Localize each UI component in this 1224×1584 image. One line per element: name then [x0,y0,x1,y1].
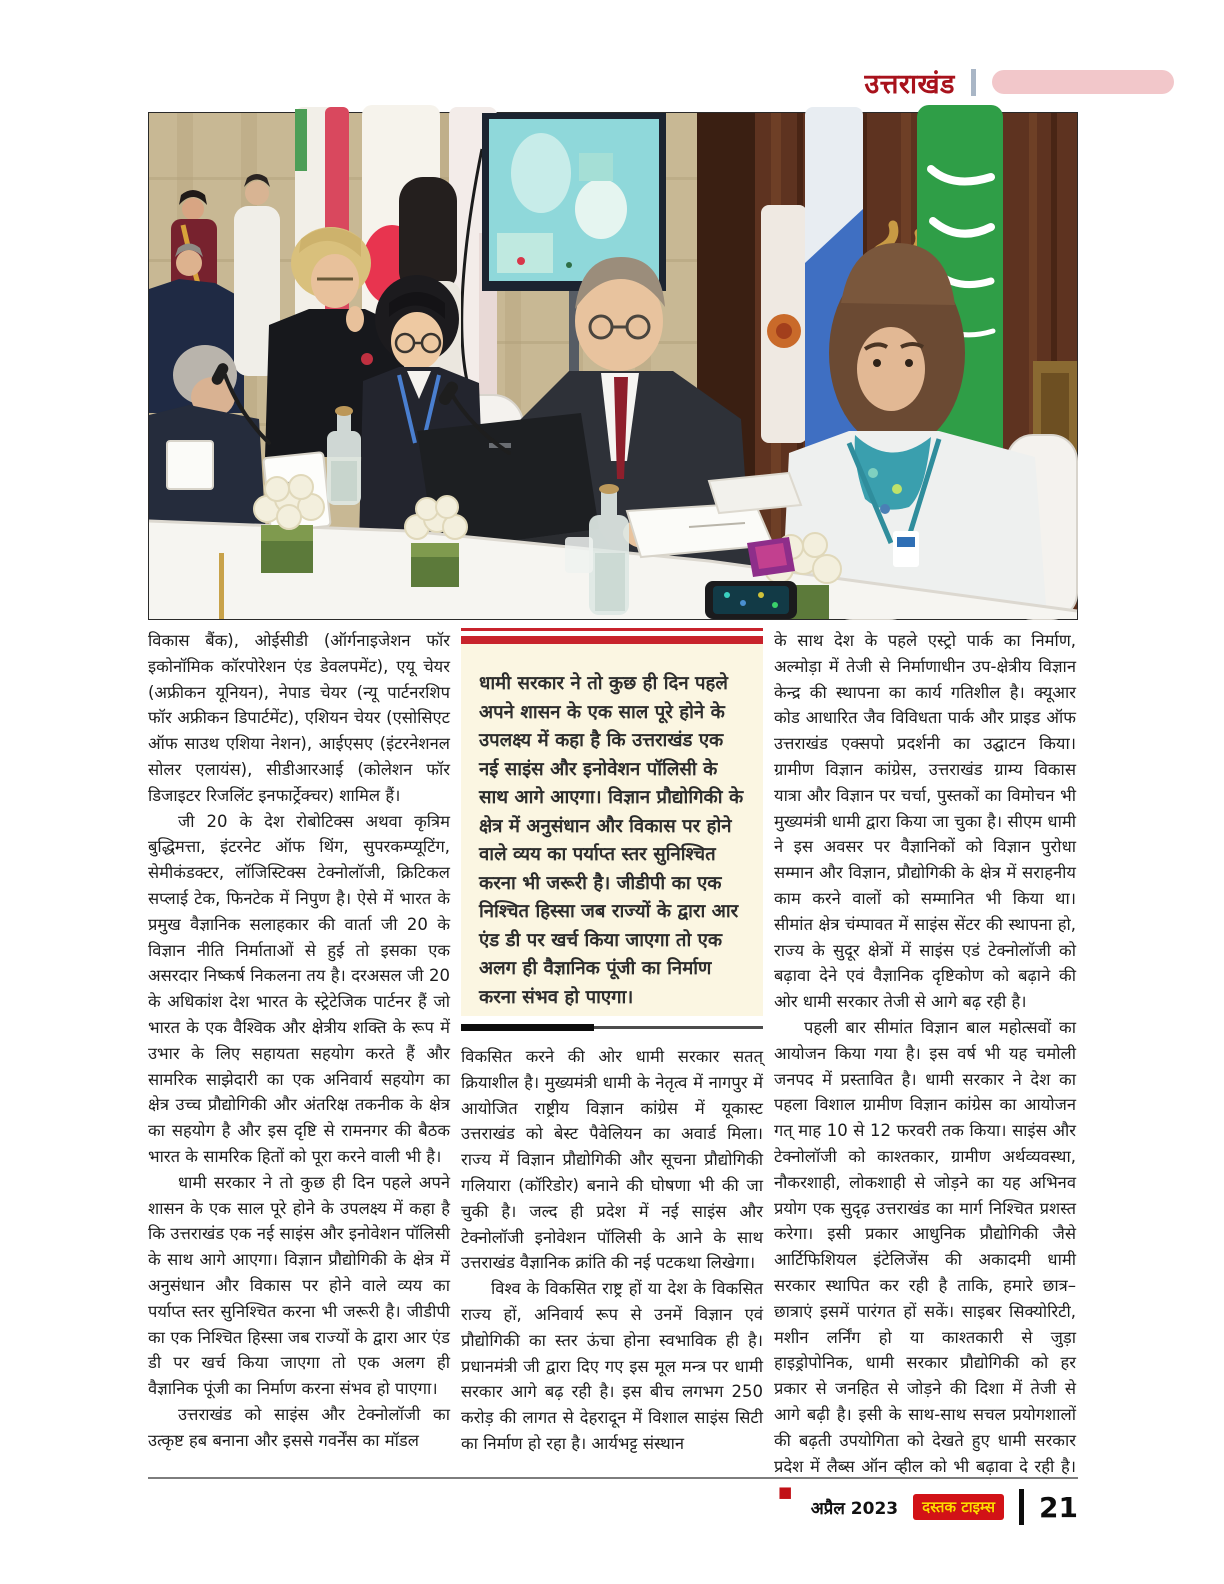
article-body [148,628,1078,1502]
magazine-logo-badge: दस्तक टाइम्स [913,1494,1004,1520]
paragraph: विश्व के विकसित राष्ट्र हों या देश के विकसित राज्य हों, अनिवार्य रूप से उनमें विज्ञान एवं प्रौद्योगिकी का स्तर ऊंचा होना स्वभाविक ही है। प्रधानमंत्री जी द्वारा दिए गए इस मूल मन्त्र पर धामी सरकार आगे बढ़ रही है। इस बीच लगभग 250 करोड़ की लागत से देहरादून में विशाल साइंस सिटी का निर्माण हो रहा है। आर्यभट्ट संस्थान [461,1279,763,1453]
smartphone [705,581,797,619]
page-header [800,64,1174,100]
article-column-3 [774,628,1076,1502]
pull-quote [461,628,763,1034]
conference-photo [148,112,1078,620]
page-footer [811,1487,1078,1527]
footer-divider [1019,1489,1024,1525]
paragraph-text: पहली बार सीमांत विज्ञान बाल महोत्सवों का आयोजन किया गया है। इस वर्ष भी यह चमोली जनपद में प्रस्तावित है। धामी सरकार ने देश का पहला विशाल ग्रामीण विज्ञान कांग्रेस का आयोजन गत् माह 10 से 12 फरवरी तक किया। साइंस और टेक्नोलॉजी को काश्तकार, ग्रामीण अर्थव्यवस्था, नौकरशाही, लोकशाही से जोड़ने का यह अभिनव प्रयोग एक सुदृढ़ उत्तराखंड का मार्ग निश्चित प्रशस्त करेगा। इसी प्रकार आधुनिक प्रौद्योगिकी जैसे आर्टिफिशियल इंटेलिजेंस की अकादमी धामी सरकार स्थापित कर रही है ताकि, हमारे छात्र–छात्राएं इसमें पारंगत हों सकें। साइबर सिक्योरिटी, मशीन लर्निंग हो या काश्तकारी से जुड़ा हाइड्रोपोनिक, धामी सरकार प्रौद्योगिकी को हर प्रकार से जनहित से जोड़ने की दिशा में तेजी से आगे बढ़ी है। इसी के साथ-साथ सचल प्रयोगशालों की बढ़ती उपयोगिता को देखते हुए धामी सरकार प्रदेश में लैब्स ऑन व्हील को भी बढ़ावा दे रही है। [774,1017,1076,1476]
paragraph: के साथ देश के पहले एस्ट्रो पार्क का निर्माण, अल्मोड़ा में तेजी से निर्माणाधीन उप-क्षेत्रीय विज्ञान केन्द्र की स्थापना का कार्य गतिशील है। क्यूआर कोड आधारित जैव विविधता पार्क और प्राइड ऑफ उत्तराखंड एक्सपो प्रदर्शनी का उद्घाटन किया। ग्रामीण विज्ञान कांग्रेस, उत्तराखंड ग्राम्य विकास यात्रा और विज्ञान पर चर्चा, पुस्तकों का विमोचन भी मुख्यमंत्री धामी द्वारा किया जा चुका है। सीएम धामी ने इस अवसर पर वैज्ञानिकों को विज्ञान पुरोधा सम्मान और विज्ञान, प्रौद्योगिकी के क्षेत्र में सराहनीय काम करने वालों को सम्मानित भी किया था। सीमांत क्षेत्र चंम्पावत में साइंस सेंटर की स्थापना हो, राज्य के सुदूर क्षेत्रों में साइंस एडं टेक्नोलॉजी को बढ़ावा देने एवं वैज्ञानिक दृष्टिकोण को बढ़ाने की ओर धामी सरकार तेजी से आगे बढ़ रही है। [774,631,1076,1012]
section-label: उत्तराखंड [864,68,955,100]
pull-quote-body [461,644,763,1016]
paragraph: विकसित करने की ओर धामी सरकार सतत् क्रियाशील है। मुख्यमंत्री धामी के नेतृत्व में नागपुर में आयोजित राष्ट्रीय विज्ञान कांग्रेस में यूकास्ट उत्तराखंड को बेस्ट पैवेलियन का अवार्ड मिला। राज्य में विज्ञान प्रौद्योगिकी और सूचना प्रौद्योगिकी गलियारा (कॉरिडोर) बनाने की घोषणा भी की जा चुकी है। जल्द ही प्रदेश में नई साइंस और टेक्नोलॉजी इनोवेशन पॉलिसी के आने के साथ उत्तराखंड वैज्ञानिक क्रांति की नई पटकथा लिखेगा। [461,1047,763,1273]
paragraph: उत्तराखंड को साइंस और टेक्नोलॉजी का उत्कृष्ट हब बनाना और इससे गवर्नेंस का मॉडल [148,1404,450,1450]
pull-quote-top-rule-thin [461,628,763,631]
article-column-2 [461,628,763,1468]
page-number: 21 [1039,1490,1078,1524]
pull-quote-top-rule-thick [461,636,763,644]
pull-quote-bottom-rule [461,1024,763,1034]
magenta-card [747,537,795,577]
footer-rule [148,1477,1078,1479]
paragraph: धामी सरकार ने तो कुछ ही दिन पहले अपने शासन के एक साल पूरे होने के उपलक्ष्य में कहा है कि उत्तराखंड एक नई साइंस और इनोवेशन पॉलिसी के साथ आगे आएगा। विज्ञान प्रौद्योगिकी के क्षेत्र में अनुसंधान और विकास पर होने वाले व्यय का पर्याप्त स्तर सुनिश्चित करना भी जरूरी है। जीडीपी का एक निश्चित हिस्सा जब राज्यों के द्वारा आर एंड डी पर खर्च किया जाएगा तो एक अलग ही वैज्ञानिक पूंजी का निर्माण करना संभव हो पाएगा। [148,1172,450,1399]
paragraph: जी 20 के देश रोबोटिक्स अथवा कृत्रिम बुद्धिमत्ता, इंटरनेट ऑफ थिंग, सुपरकम्प्यूटिंग, सेमीकंडक्टर, लॉजिस्टिक्स टेक्नोलॉजी, क्रिटिकल सप्लाई टेक, फिनटेक में निपुण है। ऐसे में भारत के प्रमुख वैज्ञानिक सलाहकार की वार्ता जी 20 के विज्ञान नीति निर्माताओं से हुई तो इसका एक असरदार निष्कर्ष निकलना तय है। दरअसल जी 20 के अधिकांश देश भारत के स्ट्रेटेजिक पार्टनर हैं जो भारत के एक वैश्विक और क्षेत्रीय शक्ति के रूप में उभार के लिए सहायता सहयोग करते हैं और सामरिक साझेदारी का एक अनिवार्य सहयोग का क्षेत्र उच्च प्रौद्योगिकी और अंतरिक्ष तकनीक के क्षेत्र का सहयोग है और इस दृष्टि से रामनगर की बैठक भारत के सामरिक हितों को पूरा करने वाली भी है। [148,811,450,1166]
paragraph: विकास बैंक), ओईसीडी (ऑर्गनाइजेशन फॉर इकोनॉमिक कॉरपोरेशन एंड डेवलपमेंट), एयू चेयर (अफ्रीकन यूनियन), नेपाड चेयर (न्यू पार्टनरशिप फॉर अफ्रीकन डिपार्टमेंट), एशियन चेयर (एसोसिएट ऑफ साउथ एशिया नेशन), आईएसए (इंटरनेशनल सोलर एलायंस), सीडीआरआई (कोलेशन फॉर डिजाइटर रिजलिंट इनफार्ट्रेक्चर) शामिल हैं। [148,631,450,805]
header-pill [992,70,1174,94]
pull-quote-text: धामी सरकार ने तो कुछ ही दिन पहले अपने शासन के एक साल पूरे होने के उपलक्ष्य में कहा है कि उत्तराखंड एक नई साइंस और इनोवेशन पॉलिसी के साथ आगे आएगा। विज्ञान प्रौद्योगिकी के क्षेत्र में अनुसंधान और विकास पर होने वाले व्यय का पर्याप्त स्तर सुनिश्चित करना भी जरूरी है। जीडीपी का एक निश्चित हिस्सा जब राज्यों के द्वारा आर एंड डी पर खर्च किया जाएगा तो एक अलग ही वैज्ञानिक पूंजी का निर्माण करना संभव हो पाएगा। [479,673,744,1008]
conference-photo-illustration [149,113,1077,619]
header-divider [971,69,976,96]
flag-emblem-icon [761,205,807,443]
footer-date: अप्रैल 2023 [810,1498,899,1519]
paragraph [774,1015,1076,1506]
article-column-1 [148,628,450,1468]
end-mark-icon: ■ [778,1483,793,1502]
